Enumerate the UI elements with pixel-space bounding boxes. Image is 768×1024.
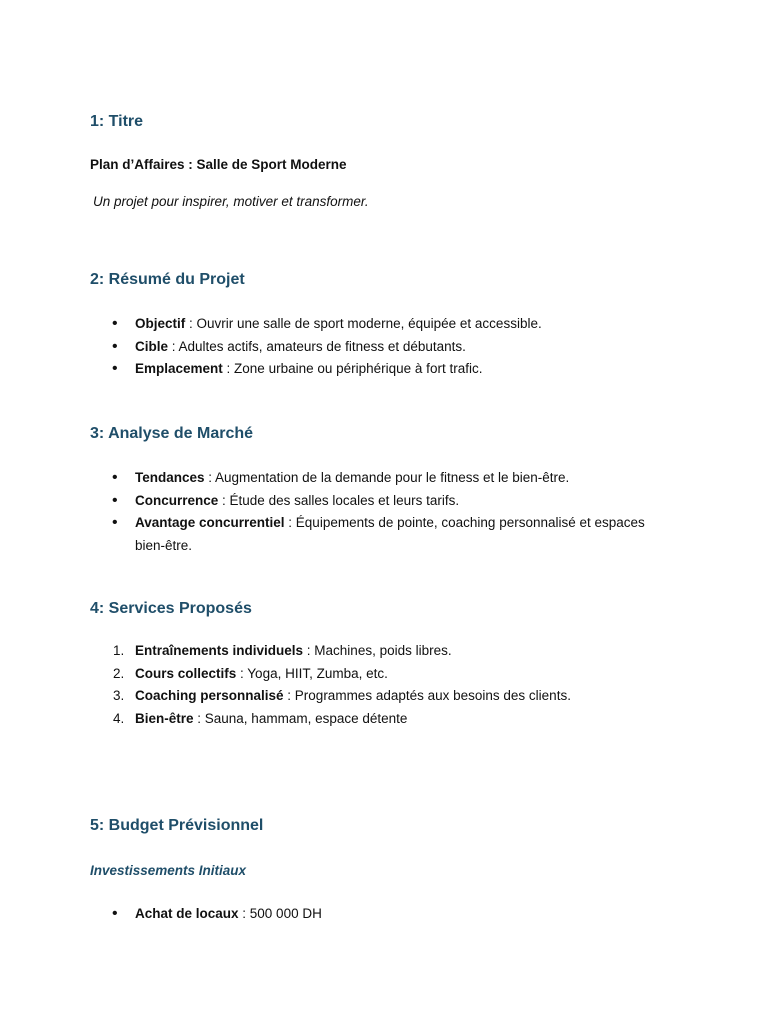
services-list	[90, 640, 650, 730]
item-term: Entraînements individuels	[135, 643, 304, 658]
section-heading-resume: 2: Résumé du Projet	[90, 271, 245, 288]
list-item	[90, 467, 650, 490]
list-item	[90, 336, 650, 359]
budget-list	[90, 903, 650, 926]
item-text: : Zone urbaine ou périphérique à fort trafic.	[222, 361, 483, 376]
item-text: : Programmes adaptés aux besoins des clients.	[283, 688, 571, 703]
document-tagline: Un projet pour inspirer, motiver et transformer.	[93, 194, 369, 209]
list-item	[90, 663, 650, 686]
item-text: : Étude des salles locales et leurs tarifs.	[218, 492, 460, 508]
item-number: 3.	[113, 688, 125, 703]
item-term: Concurrence	[135, 492, 219, 508]
item-term: Objectif	[135, 316, 186, 331]
item-text: : Yoga, HIIT, Zumba, etc.	[236, 665, 388, 681]
list-item	[90, 708, 650, 731]
item-text: : 500 000 DH	[238, 906, 322, 921]
item-term: Tendances	[135, 470, 205, 485]
item-term: Cours collectifs	[135, 665, 237, 681]
item-term: Emplacement	[135, 361, 223, 376]
document-title: Plan d’Affaires : Salle de Sport Moderne	[90, 157, 347, 172]
item-text: : Augmentation de la demande pour le fitness et le bien-être.	[204, 470, 570, 485]
list-item	[90, 640, 650, 663]
marche-list	[90, 467, 650, 557]
item-text: : Ouvrir une salle de sport moderne, équipée et accessible.	[185, 316, 542, 331]
item-text: : Équipements de pointe, coaching personnalisé et espaces bien-être.	[135, 515, 645, 553]
list-item	[90, 512, 650, 557]
list-item	[90, 358, 650, 381]
section-heading-budget: 5: Budget Prévisionnel	[90, 817, 264, 834]
item-term: Avantage concurrentiel	[135, 515, 285, 530]
budget-subheading: Investissements Initiaux	[90, 863, 247, 878]
item-text: : Adultes actifs, amateurs de fitness et débutants.	[168, 338, 466, 354]
item-number: 2.	[113, 665, 125, 681]
list-item	[90, 490, 650, 513]
resume-list	[90, 313, 650, 381]
section-heading-titre: 1: Titre	[90, 113, 144, 130]
item-text: : Machines, poids libres.	[303, 643, 452, 658]
section-heading-marche: 3: Analyse de Marché	[90, 425, 254, 442]
item-number: 1.	[113, 643, 125, 658]
list-item	[90, 685, 650, 708]
list-item	[90, 313, 650, 336]
item-text: : Sauna, hammam, espace détente	[193, 710, 408, 726]
item-term: Cible	[135, 338, 169, 354]
item-term: Bien-être	[135, 710, 194, 726]
section-heading-services: 4: Services Proposés	[90, 600, 252, 617]
item-term: Achat de locaux	[135, 906, 239, 921]
list-item	[90, 903, 650, 926]
item-term: Coaching personnalisé	[135, 688, 284, 703]
item-number: 4.	[113, 710, 125, 726]
